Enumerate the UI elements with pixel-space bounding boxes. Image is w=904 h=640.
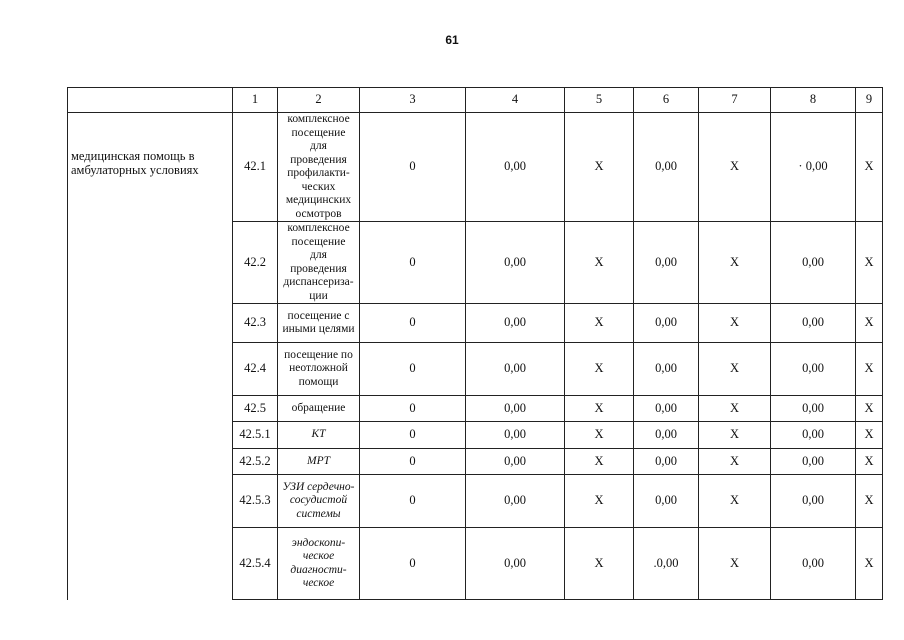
cell-col-6: 0,00 bbox=[634, 449, 699, 475]
cell-col-9: X bbox=[856, 422, 883, 449]
cell-col-8: 0,00 bbox=[771, 396, 856, 422]
row-code: 42.2 bbox=[233, 222, 278, 304]
cell-col-7: X bbox=[699, 449, 771, 475]
cell-col-9: X bbox=[856, 396, 883, 422]
page-number: 61 bbox=[445, 33, 459, 47]
header-cell-1: 1 bbox=[233, 88, 278, 113]
cell-col-6: .0,00 bbox=[634, 528, 699, 600]
cell-col-5: X bbox=[565, 222, 634, 304]
cell-col-6: 0,00 bbox=[634, 222, 699, 304]
cell-col-3: 0 bbox=[360, 449, 466, 475]
cell-col-4: 0,00 bbox=[466, 396, 565, 422]
row-name: комплексное посещение для проведения профилакти-ческих медицинских осмотров bbox=[278, 113, 360, 222]
cell-col-8: · 0,00 bbox=[771, 113, 856, 222]
cell-col-7: X bbox=[699, 396, 771, 422]
row-code: 42.5.4 bbox=[233, 528, 278, 600]
cell-col-7: X bbox=[699, 475, 771, 528]
cell-col-9: X bbox=[856, 449, 883, 475]
cell-col-4: 0,00 bbox=[466, 422, 565, 449]
cell-col-5: X bbox=[565, 343, 634, 396]
cell-col-8: 0,00 bbox=[771, 304, 856, 343]
cell-col-8: 0,00 bbox=[771, 422, 856, 449]
cell-col-6: 0,00 bbox=[634, 343, 699, 396]
cell-col-4: 0,00 bbox=[466, 475, 565, 528]
cell-col-3: 0 bbox=[360, 222, 466, 304]
row-code: 42.5.3 bbox=[233, 475, 278, 528]
cell-col-7: X bbox=[699, 422, 771, 449]
cell-col-9: X bbox=[856, 475, 883, 528]
table-header-row bbox=[68, 88, 883, 113]
cell-col-8: 0,00 bbox=[771, 475, 856, 528]
cell-col-4: 0,00 bbox=[466, 449, 565, 475]
cell-col-9: X bbox=[856, 343, 883, 396]
header-cell-4: 4 bbox=[466, 88, 565, 113]
row-name: комплексное посещение для проведения диспансериза-ции bbox=[278, 222, 360, 304]
cell-col-6: 0,00 bbox=[634, 113, 699, 222]
cell-col-9: X bbox=[856, 113, 883, 222]
cell-col-4: 0,00 bbox=[466, 528, 565, 600]
cell-col-7: X bbox=[699, 343, 771, 396]
cell-col-8: 0,00 bbox=[771, 222, 856, 304]
cell-col-5: X bbox=[565, 113, 634, 222]
cell-col-7: X bbox=[699, 222, 771, 304]
cell-col-3: 0 bbox=[360, 528, 466, 600]
cell-col-3: 0 bbox=[360, 475, 466, 528]
cell-col-3: 0 bbox=[360, 343, 466, 396]
cell-col-9: X bbox=[856, 304, 883, 343]
cell-col-6: 0,00 bbox=[634, 422, 699, 449]
row-name: МРТ bbox=[278, 449, 360, 475]
table-row bbox=[68, 113, 883, 222]
row-name: КТ bbox=[278, 422, 360, 449]
cell-col-7: X bbox=[699, 304, 771, 343]
header-cell-7: 7 bbox=[699, 88, 771, 113]
header-cell-0 bbox=[68, 88, 233, 113]
cell-col-6: 0,00 bbox=[634, 396, 699, 422]
cell-col-8: 0,00 bbox=[771, 343, 856, 396]
cell-col-7: X bbox=[699, 528, 771, 600]
row-code: 42.3 bbox=[233, 304, 278, 343]
data-table bbox=[67, 87, 883, 600]
cell-col-3: 0 bbox=[360, 304, 466, 343]
header-cell-8: 8 bbox=[771, 88, 856, 113]
cell-col-7: X bbox=[699, 113, 771, 222]
row-name: эндоскопи-ческое диагности-ческое bbox=[278, 528, 360, 600]
row-name: посещение по неотложной помощи bbox=[278, 343, 360, 396]
cell-col-3: 0 bbox=[360, 422, 466, 449]
header-cell-3: 3 bbox=[360, 88, 466, 113]
cell-col-3: 0 bbox=[360, 396, 466, 422]
row-name: посещение с иными целями bbox=[278, 304, 360, 343]
header-cell-9: 9 bbox=[856, 88, 883, 113]
cell-col-5: X bbox=[565, 304, 634, 343]
row-code: 42.4 bbox=[233, 343, 278, 396]
row-code: 42.5 bbox=[233, 396, 278, 422]
row-code: 42.5.2 bbox=[233, 449, 278, 475]
cell-col-4: 0,00 bbox=[466, 343, 565, 396]
cell-col-8: 0,00 bbox=[771, 449, 856, 475]
row-name: УЗИ сердечно-сосудистой системы bbox=[278, 475, 360, 528]
header-cell-5: 5 bbox=[565, 88, 634, 113]
cell-col-4: 0,00 bbox=[466, 222, 565, 304]
header-cell-6: 6 bbox=[634, 88, 699, 113]
cell-col-5: X bbox=[565, 475, 634, 528]
row-code: 42.1 bbox=[233, 113, 278, 222]
cell-col-5: X bbox=[565, 449, 634, 475]
row-code: 42.5.1 bbox=[233, 422, 278, 449]
cell-col-3: 0 bbox=[360, 113, 466, 222]
cell-col-5: X bbox=[565, 528, 634, 600]
cell-col-9: X bbox=[856, 222, 883, 304]
row-name: обращение bbox=[278, 396, 360, 422]
cell-col-6: 0,00 bbox=[634, 304, 699, 343]
cell-col-4: 0,00 bbox=[466, 113, 565, 222]
cell-col-5: X bbox=[565, 396, 634, 422]
cell-col-9: X bbox=[856, 528, 883, 600]
section-label: медицинская помощь в амбулаторных условиях bbox=[68, 113, 233, 600]
cell-col-6: 0,00 bbox=[634, 475, 699, 528]
cell-col-5: X bbox=[565, 422, 634, 449]
cell-col-8: 0,00 bbox=[771, 528, 856, 600]
cell-col-4: 0,00 bbox=[466, 304, 565, 343]
header-cell-2: 2 bbox=[278, 88, 360, 113]
